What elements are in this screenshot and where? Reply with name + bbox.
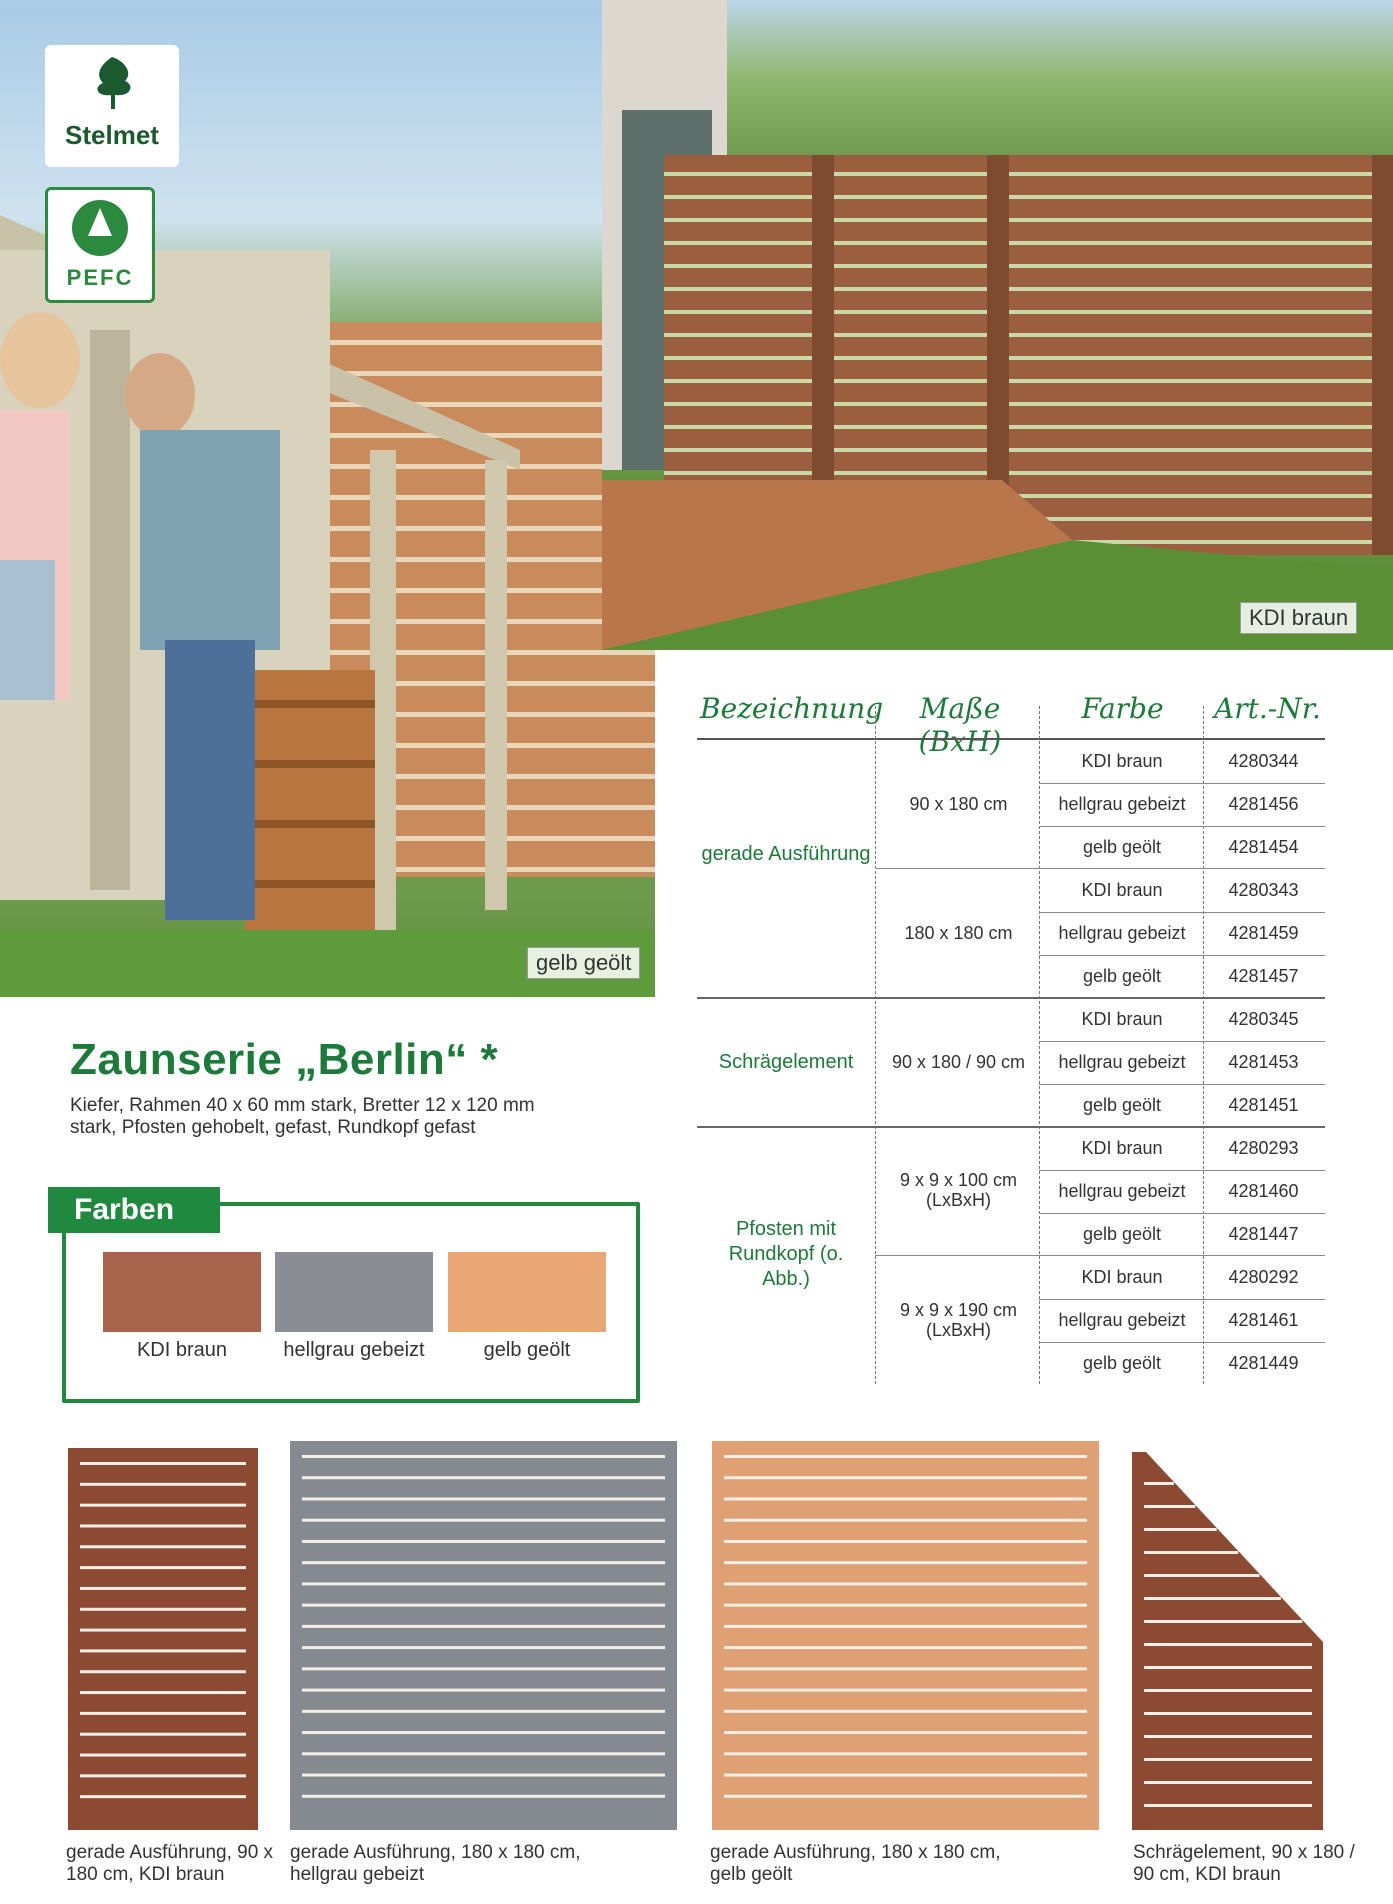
header-rule	[697, 738, 1325, 740]
swatch-hellgrau-gebeizt	[275, 1252, 433, 1332]
row-color: gelb geölt	[1082, 966, 1162, 986]
fence-gap	[664, 287, 1393, 291]
photo-left-caption: gelb geölt	[527, 947, 640, 979]
pefc-tree-icon	[48, 190, 152, 260]
fence-gap	[664, 425, 1393, 429]
panel-schraegelement-kdi	[1132, 1452, 1323, 1830]
row-color: KDI braun	[1081, 751, 1163, 771]
pefc-wordmark: PEFC	[66, 265, 134, 290]
size-90x180-90: 90 x 180 / 90 cm	[891, 1052, 1026, 1072]
fence-gap	[664, 356, 1393, 360]
fence-gap	[285, 619, 655, 624]
row-article-number: 4281459	[1228, 923, 1299, 943]
panel-gap	[302, 1519, 665, 1522]
fence-gap	[285, 557, 655, 562]
panel-gap	[302, 1497, 665, 1500]
row-article-number: 4281449	[1228, 1353, 1299, 1373]
row-article-number: 4281460	[1228, 1181, 1299, 1201]
row-rule	[1039, 783, 1325, 784]
row-color: gelb geölt	[1082, 1095, 1162, 1115]
panel-gap	[724, 1795, 1087, 1798]
row-rule	[1039, 1084, 1325, 1085]
fence-gap	[664, 218, 1393, 222]
fence-gap	[664, 310, 1393, 314]
panel-gap	[302, 1710, 665, 1713]
row-article-number: 4280343	[1228, 880, 1299, 900]
panel-gap	[80, 1566, 246, 1569]
panel-gap	[302, 1561, 665, 1564]
size-9x9x190: 9 x 9 x 190 cm (LxBxH)	[899, 1300, 1018, 1340]
panel-gap	[1144, 1643, 1312, 1646]
panel-gap	[1144, 1712, 1312, 1715]
panel-gap	[80, 1587, 246, 1590]
panel-gap	[1144, 1735, 1312, 1738]
panel-gap	[724, 1497, 1087, 1500]
fence-gap	[664, 241, 1393, 245]
fence-gap	[664, 471, 1393, 475]
row-color: KDI braun	[1081, 880, 1163, 900]
swatch-gelb-geolt	[448, 1252, 606, 1332]
panel-gap	[302, 1667, 665, 1670]
fence-gap	[285, 588, 655, 593]
fence-gap	[285, 526, 655, 531]
panel-gap	[80, 1462, 246, 1465]
firewood-stack	[245, 670, 375, 930]
col-divider-2	[1039, 706, 1040, 1384]
panel-gap	[302, 1582, 665, 1585]
panel-post	[68, 1448, 80, 1830]
row-rule	[1039, 1041, 1325, 1042]
product-title: Zaunserie „Berlin“ *	[70, 1035, 499, 1084]
fence-gap	[664, 448, 1393, 452]
row-color: gelb geölt	[1082, 1353, 1162, 1373]
panel-gap	[80, 1524, 246, 1527]
row-rule	[1039, 826, 1325, 827]
panel-image-gelb	[712, 1441, 1099, 1830]
row-article-number: 4280293	[1228, 1138, 1299, 1158]
panel-gap	[1144, 1505, 1195, 1508]
panel-gap	[1144, 1574, 1259, 1577]
row-article-number: 4281454	[1228, 837, 1299, 857]
panel-gap	[1144, 1620, 1302, 1623]
panel-gap	[80, 1545, 246, 1548]
panel-gap	[724, 1731, 1087, 1734]
group-separator-2	[697, 1126, 1325, 1128]
panel-gap	[724, 1476, 1087, 1479]
row-rule	[1039, 912, 1325, 913]
panel-gap	[724, 1689, 1087, 1692]
panel-gap	[724, 1455, 1087, 1458]
panel-post	[246, 1448, 258, 1830]
panel-gap	[724, 1519, 1087, 1522]
panel-caption-4: Schrägelement, 90 x 180 / 90 cm, KDI braun	[1133, 1842, 1355, 1885]
panel-frame	[1132, 1452, 1323, 1830]
panel-gap	[80, 1629, 246, 1632]
group-separator-1	[697, 997, 1325, 999]
size-180x180: 180 x 180 cm	[904, 923, 1013, 943]
photo-right-caption: KDI braun	[1240, 602, 1357, 634]
panel-image-schraeg	[1132, 1452, 1323, 1830]
row-color: hellgrau gebeizt	[1058, 794, 1186, 814]
panel-gerade-90x180-kdi	[68, 1448, 258, 1830]
row-article-number: 4281461	[1228, 1310, 1299, 1330]
fence-gap	[664, 379, 1393, 383]
panel-gap	[302, 1774, 665, 1777]
panel-gap	[80, 1733, 246, 1736]
panel-gap	[1144, 1689, 1312, 1692]
panel-caption-1: gerade Ausführung, 90 x 180 cm, KDI braun	[66, 1842, 274, 1885]
panel-gap	[302, 1604, 665, 1607]
row-color: KDI braun	[1081, 1009, 1163, 1029]
row-color: hellgrau gebeizt	[1058, 923, 1186, 943]
panel-gerade-180x180-gelb	[712, 1441, 1099, 1830]
panel-gap	[1144, 1528, 1217, 1531]
header-farbe: Farbe	[1081, 692, 1164, 725]
size-9x9x100: 9 x 9 x 100 cm (LxBxH)	[899, 1170, 1018, 1210]
panel-gap	[80, 1504, 246, 1507]
swatch-kdi-braun	[103, 1252, 261, 1332]
panel-gap	[80, 1608, 246, 1611]
fence-gap	[285, 340, 655, 345]
panel-gap	[724, 1625, 1087, 1628]
size-separator-2	[875, 1255, 1325, 1256]
row-rule	[1039, 955, 1325, 956]
pefc-logo	[45, 187, 155, 303]
panel-image-hellgrau	[290, 1441, 677, 1830]
panel-gap	[302, 1731, 665, 1734]
size-90x180: 90 x 180 cm	[909, 794, 1008, 814]
panel-gap	[1144, 1758, 1312, 1761]
row-rule	[1039, 1170, 1325, 1171]
panel-gap	[80, 1774, 246, 1777]
row-article-number: 4281456	[1228, 794, 1299, 814]
panel-gap	[302, 1689, 665, 1692]
col-divider-1	[875, 706, 876, 1384]
row-rule	[1039, 1299, 1325, 1300]
row-article-number: 4281447	[1228, 1224, 1299, 1244]
panel-gap	[724, 1667, 1087, 1670]
fence-gap	[285, 495, 655, 500]
row-article-number: 4281453	[1228, 1052, 1299, 1072]
panel-gap	[724, 1540, 1087, 1543]
panel-gap	[724, 1752, 1087, 1755]
group-pfosten: Pfosten mit Rundkopf (o. Abb.)	[728, 1218, 844, 1290]
stelmet-wordmark: Stelmet	[65, 120, 159, 150]
panel-gap	[80, 1712, 246, 1715]
row-color: KDI braun	[1081, 1267, 1163, 1287]
panel-caption-2: gerade Ausführung, 180 x 180 cm, hellgrau gebeizt	[290, 1842, 581, 1885]
panel-gap	[80, 1754, 246, 1757]
panel-gap	[724, 1774, 1087, 1777]
panel-post	[1087, 1441, 1099, 1830]
panel-gap	[302, 1476, 665, 1479]
fence-gap	[664, 333, 1393, 337]
row-article-number: 4280344	[1228, 751, 1299, 771]
row-color: gelb geölt	[1082, 837, 1162, 857]
row-rule	[1039, 1213, 1325, 1214]
group-gerade-ausfuehrung: gerade Ausführung	[701, 843, 871, 865]
panel-gap	[1144, 1804, 1312, 1807]
panel-gap	[724, 1561, 1087, 1564]
panel-post	[665, 1441, 677, 1830]
photo-garden-shed	[0, 0, 655, 997]
tree-icon	[45, 45, 179, 115]
photo-terrace-illustration	[602, 0, 1393, 650]
group-schraegelement: Schrägelement	[718, 1051, 854, 1073]
stelmet-logo	[45, 45, 179, 167]
panel-gap	[302, 1646, 665, 1649]
panel-gap	[302, 1625, 665, 1628]
row-rule	[1039, 1342, 1325, 1343]
swatch-label-gelb-geolt: gelb geölt	[483, 1339, 571, 1361]
panel-gap	[724, 1710, 1087, 1713]
row-color: gelb geölt	[1082, 1224, 1162, 1244]
header-artnr: Art.-Nr.	[1214, 692, 1321, 725]
panel-gap	[724, 1582, 1087, 1585]
size-separator-1	[875, 868, 1325, 869]
fence-gap	[285, 402, 655, 407]
fence-gap	[285, 650, 655, 655]
panel-gap	[80, 1649, 246, 1652]
swatch-label-kdi-braun: KDI braun	[136, 1339, 228, 1361]
panel-gap	[80, 1670, 246, 1673]
panel-image-kdi-braun	[68, 1448, 258, 1830]
panel-gap	[724, 1646, 1087, 1649]
fence-gap	[664, 195, 1393, 199]
panel-gap	[1144, 1666, 1312, 1669]
row-color: hellgrau gebeizt	[1058, 1181, 1186, 1201]
farben-heading: Farben	[48, 1187, 220, 1233]
panel-post	[712, 1441, 724, 1830]
panel-gap	[302, 1455, 665, 1458]
row-article-number: 4281451	[1228, 1095, 1299, 1115]
panel-gap	[1144, 1482, 1174, 1485]
header-bezeichnung: Bezeichnung	[700, 692, 884, 725]
panel-gap	[1144, 1781, 1312, 1784]
panel-caption-3: gerade Ausführung, 180 x 180 cm, gelb geölt	[710, 1842, 1001, 1885]
panel-gap	[1144, 1597, 1281, 1600]
fence-gap	[664, 172, 1393, 176]
row-color: hellgrau gebeizt	[1058, 1052, 1186, 1072]
product-description: Kiefer, Rahmen 40 x 60 mm stark, Bretter 12 x 120 mm stark, Pfosten gehobelt, gefast, Rundkopf gefast	[70, 1095, 535, 1138]
row-article-number: 4281457	[1228, 966, 1299, 986]
panel-gap	[1144, 1551, 1238, 1554]
swatch-label-hellgrau-gebeizt: hellgrau gebeizt	[283, 1339, 425, 1361]
fence-gap	[285, 464, 655, 469]
row-article-number: 4280292	[1228, 1267, 1299, 1287]
panel-gap	[302, 1795, 665, 1798]
row-color: KDI braun	[1081, 1138, 1163, 1158]
panel-post	[290, 1441, 302, 1830]
header-masse: Maße (BxH)	[918, 692, 1002, 758]
col-divider-3	[1203, 706, 1204, 1384]
fence-gap	[664, 402, 1393, 406]
row-color: hellgrau gebeizt	[1058, 1310, 1186, 1330]
panel-gap	[302, 1752, 665, 1755]
panel-gap	[302, 1540, 665, 1543]
row-article-number: 4280345	[1228, 1009, 1299, 1029]
fence-gap	[664, 264, 1393, 268]
panel-gap	[80, 1691, 246, 1694]
panel-gerade-180x180-hellgrau	[290, 1441, 677, 1830]
photo-terrace-fence	[602, 0, 1393, 650]
panel-gap	[80, 1483, 246, 1486]
panel-gap	[80, 1795, 246, 1798]
panel-gap	[724, 1604, 1087, 1607]
